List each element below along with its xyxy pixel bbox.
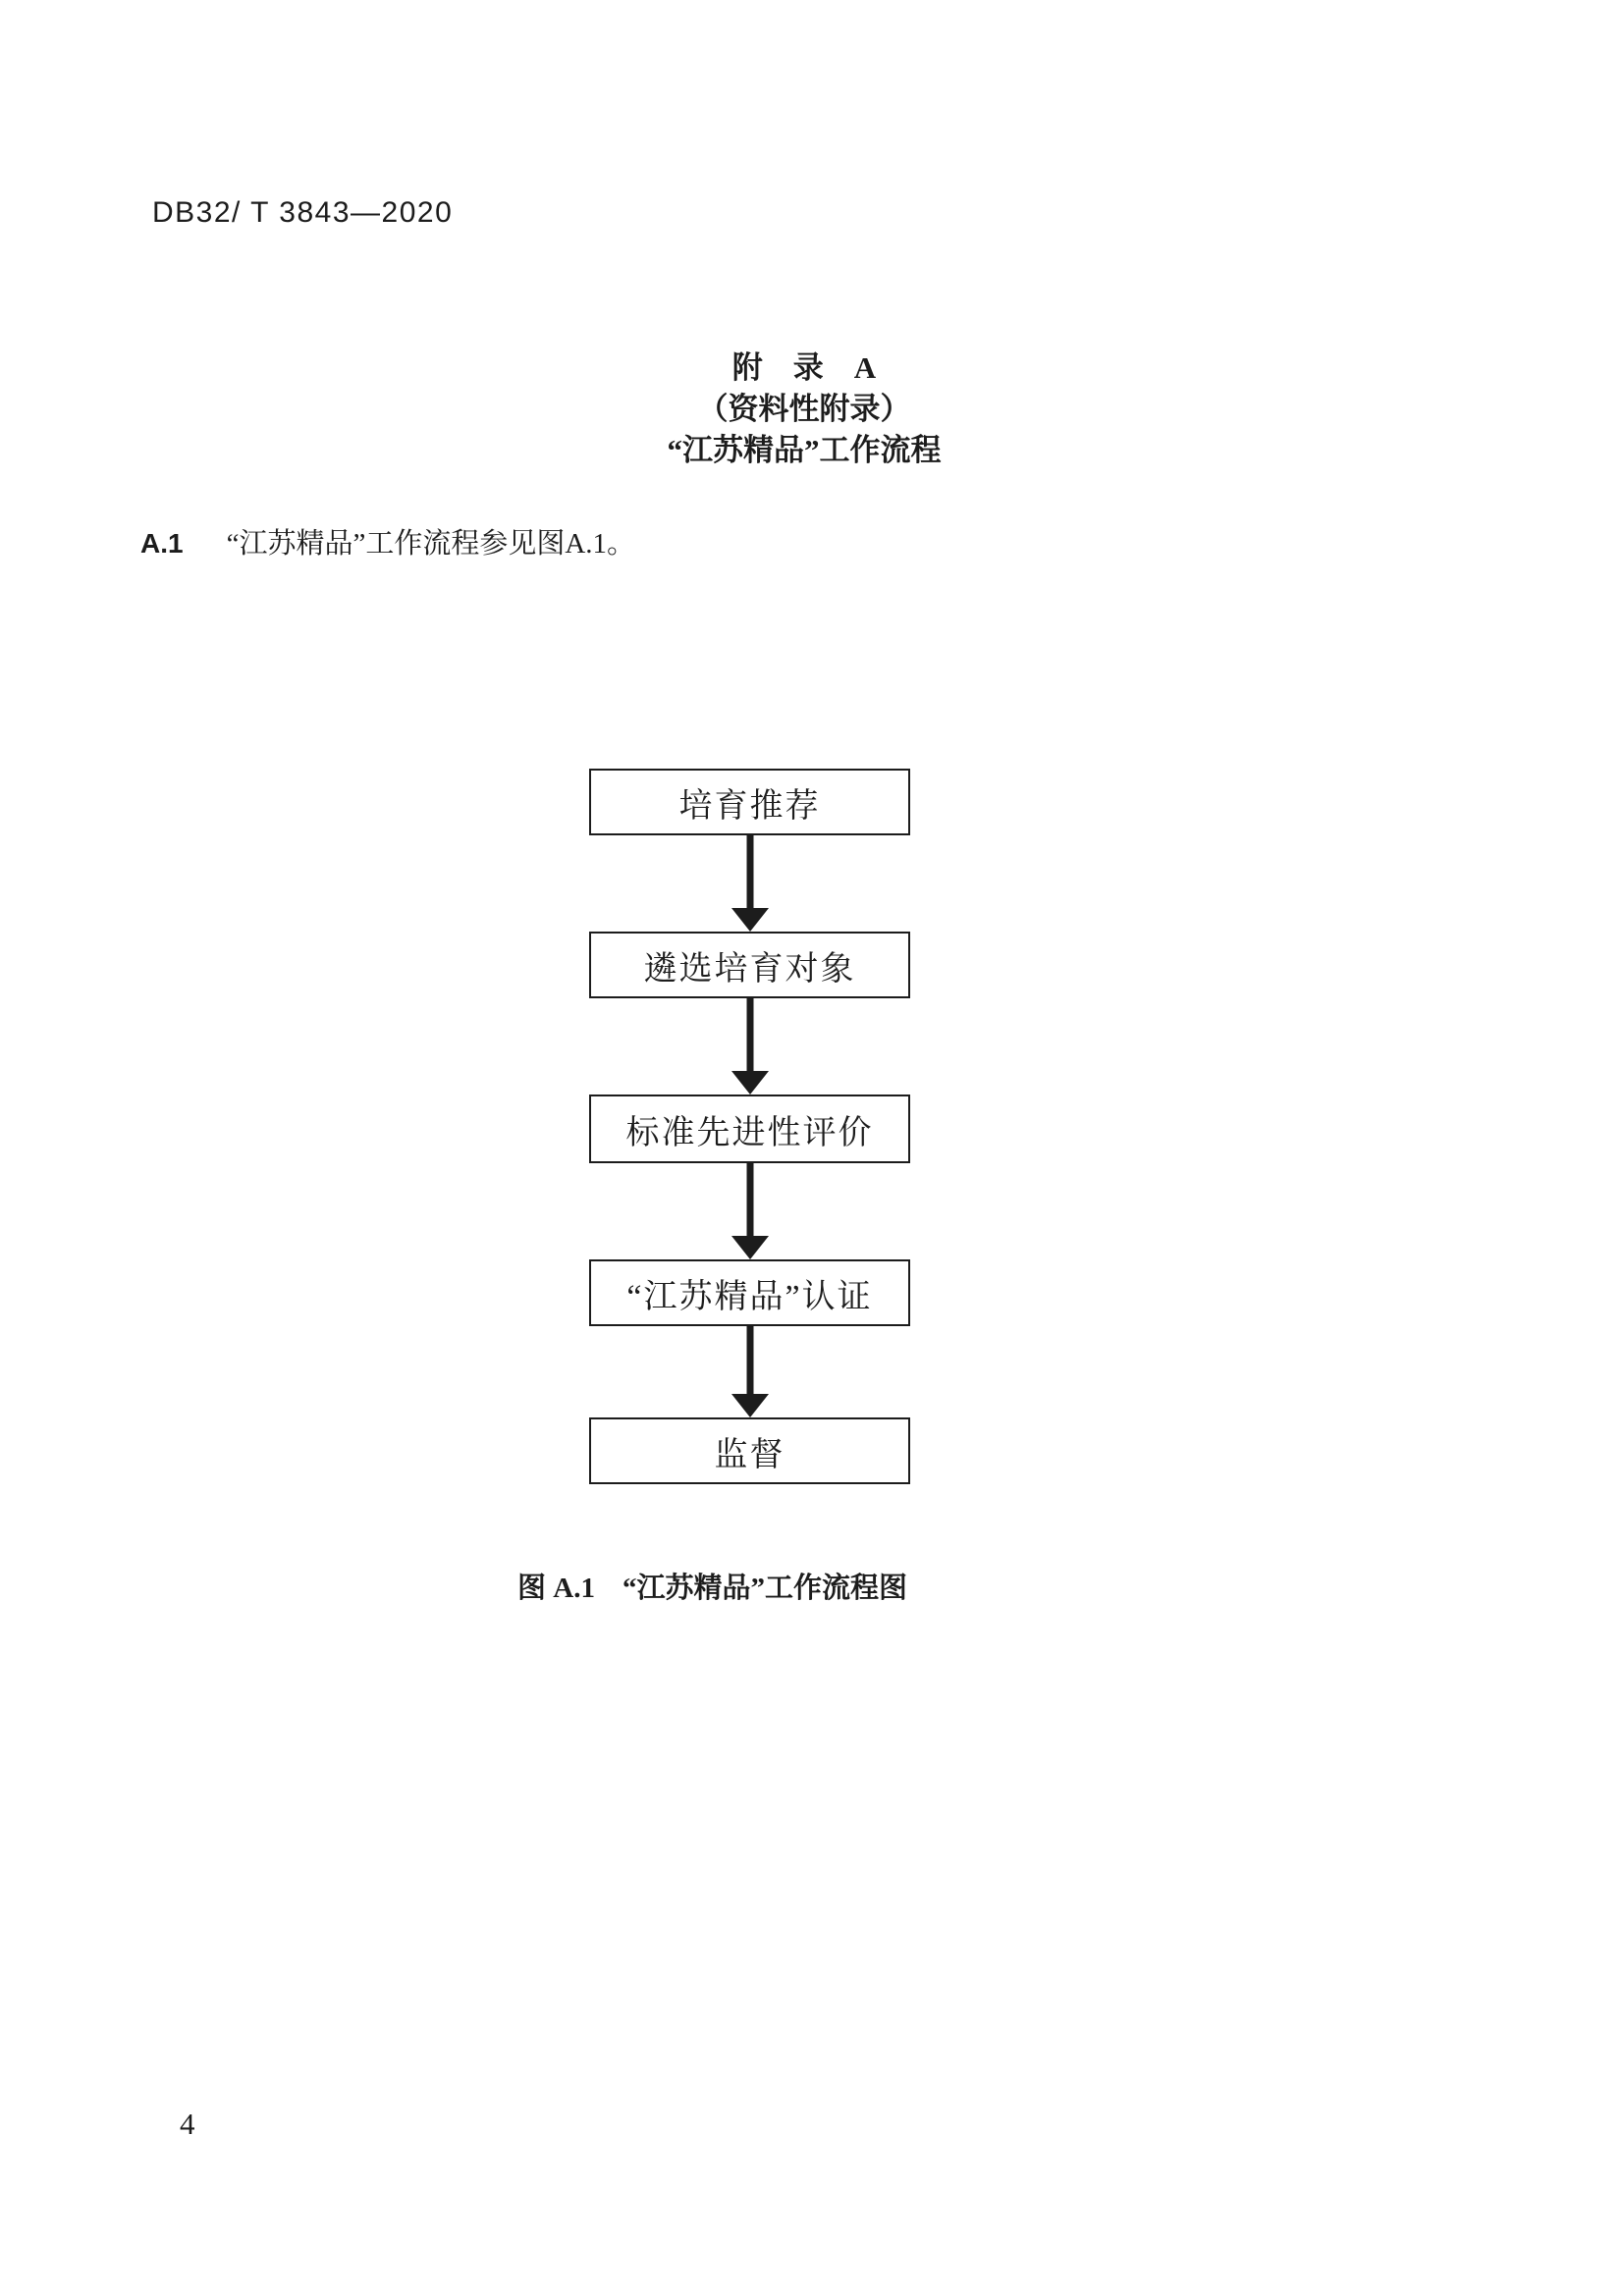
flow-arrow-down-1 [589, 835, 910, 932]
clause-text: “江苏精品”工作流程参见图A.1。 [226, 528, 636, 560]
flow-step-label: “江苏精品”认证 [626, 1278, 873, 1315]
flow-arrow-down-4 [589, 1326, 910, 1417]
flow-arrow-down-2 [589, 998, 910, 1095]
appendix-name: “江苏精品”工作流程 [667, 433, 942, 467]
figure-caption-text: “江苏精品”工作流程图 [622, 1573, 907, 1604]
arrow-head-icon [731, 1071, 769, 1095]
flow-step-label: 标准先进性评价 [625, 1114, 874, 1151]
appendix-title: 附 录 A [731, 350, 877, 385]
flow-step-box-select-targets [589, 932, 910, 998]
arrow-shaft [746, 1163, 753, 1240]
flow-step-box-supervision [589, 1417, 910, 1484]
figure-caption-label: 图 A.1 [517, 1573, 595, 1604]
arrow-shaft [746, 998, 753, 1075]
flow-step-label: 监督 [714, 1436, 785, 1473]
arrow-head-icon [731, 1236, 769, 1259]
arrow-shaft [746, 835, 753, 912]
flow-step-label: 培育推荐 [678, 787, 821, 825]
flow-step-box-cultivation-recommendation [589, 769, 910, 835]
arrow-head-icon [731, 908, 769, 932]
standard-number-header: DB32/ T 3843—2020 [152, 196, 454, 229]
flow-arrow-down-3 [589, 1163, 910, 1259]
appendix-subtitle: （资料性附录） [697, 392, 911, 426]
flow-step-box-standard-evaluation [589, 1095, 910, 1163]
arrow-shaft [746, 1326, 753, 1398]
arrow-head-icon [731, 1394, 769, 1417]
flow-step-box-certification [589, 1259, 910, 1326]
page-number: 4 [180, 2107, 195, 2141]
clause-number: A.1 [140, 528, 184, 559]
flow-step-label: 遴选培育对象 [643, 950, 856, 988]
figure-caption [517, 1566, 907, 1606]
